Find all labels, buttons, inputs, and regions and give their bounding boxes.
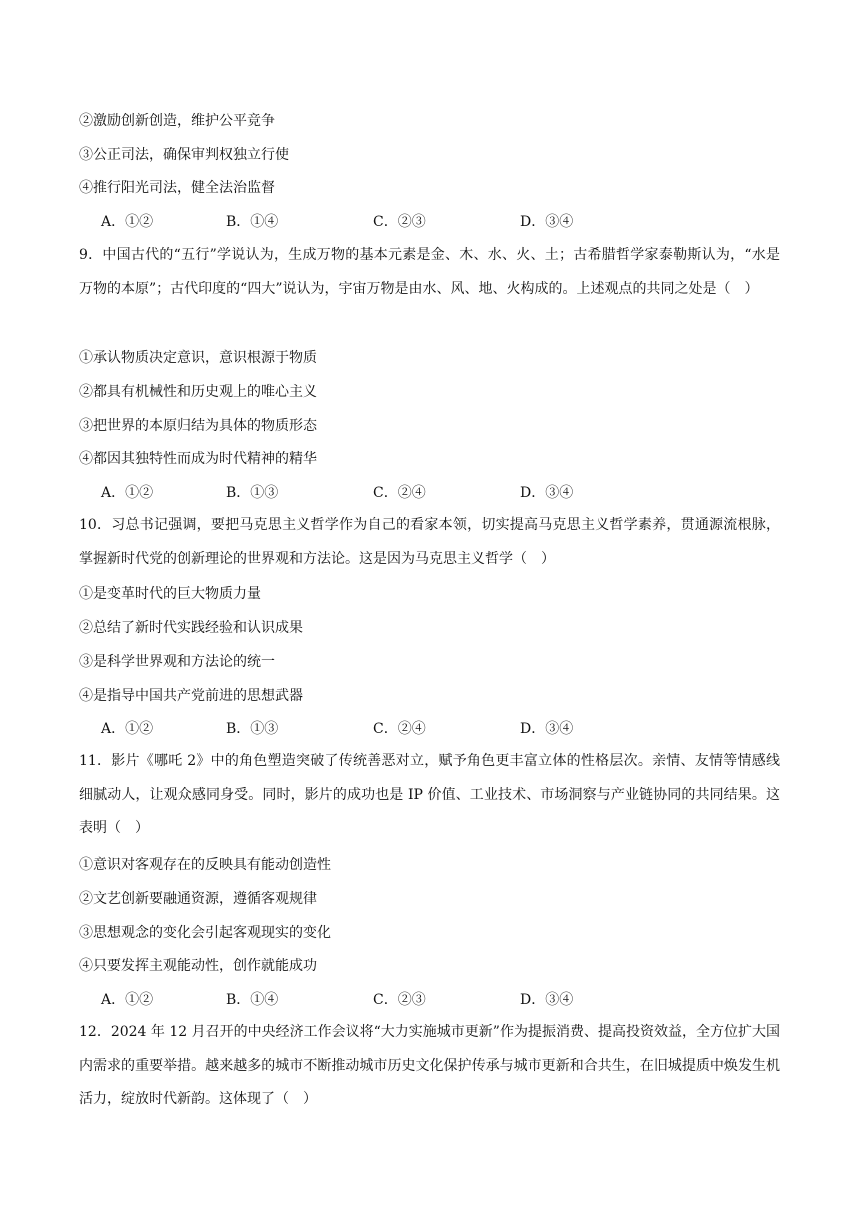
q10-answer-c: C．②④ <box>373 721 426 737</box>
q8-option-4: ④推行阳光司法，健全法治监督 <box>79 180 275 196</box>
q10-option-1: ①是变革时代的巨大物质力量 <box>79 586 261 602</box>
q9-answer-choices <box>101 483 600 503</box>
q12-stem: 12．2024 年 12 月召开的中央经济工作会议将“大力实施城市更新”作为提振消费、提高投资效益，全方位扩大国内需求的重要举措。越来越多的城市不断推动城市历史文化保护传承与城市更新和合共生，在旧城提质中焕发生机活力，绽放时代新韵。这体现了（ ） <box>79 1024 780 1108</box>
q9-answer-d: D．③④ <box>520 485 574 501</box>
q8-answer-d: D．③④ <box>520 214 574 230</box>
q9-option-3: ③把世界的本原归结为具体的物质形态 <box>79 418 317 434</box>
q10-stem: 10．习总书记强调，要把马克思主义哲学作为自己的看家本领，切实提高马克思主义哲学素养，贯通源流根脉，掌握新时代党的创新理论的世界观和方法论。这是因为马克思主义哲学（ ） <box>79 517 780 567</box>
q8-answer-b: B．①④ <box>226 214 279 230</box>
q10-answer-b: B．①③ <box>226 721 279 737</box>
q11-stem: 11．影片《哪吒 2》中的角色塑造突破了传统善恶对立，赋予角色更丰富立体的性格层次。亲情、友情等情感线细腻动人，让观众感同身受。同时，影片的成功也是 IP 价值、工业技术、市场洞察与产业链协同的共同结果。这表明（ ） <box>79 753 780 837</box>
q9-option-4: ④都因其独特性而成为时代精神的精华 <box>79 451 317 467</box>
q9-option-1: ①承认物质决定意识，意识根源于物质 <box>79 350 317 366</box>
q10-answer-choices <box>101 719 600 739</box>
q11-option-1: ①意识对客观存在的反映具有能动创造性 <box>79 857 331 873</box>
q9-answer-b: B．①③ <box>226 485 279 501</box>
q9-option-2: ②都具有机械性和历史观上的唯心主义 <box>79 384 317 400</box>
q11-answer-c: C．②③ <box>373 992 426 1008</box>
q11-answer-b: B．①④ <box>226 992 279 1008</box>
q9-stem: 9．中国古代的“五行”学说认为，生成万物的基本元素是金、木、水、火、土；古希腊哲学家泰勒斯认为，“水是万物的本原”；古代印度的“四大”说认为，宇宙万物是由水、风、地、火构成的。上述观点的共同之处是（ ） <box>79 247 780 297</box>
q8-option-2: ②激励创新创造，维护公平竞争 <box>79 113 275 129</box>
q9-answer-c: C．②④ <box>373 485 426 501</box>
q11-answer-a: A．①② <box>101 992 154 1008</box>
q8-answer-c: C．②③ <box>373 214 426 230</box>
q11-option-3: ③思想观念的变化会引起客观现实的变化 <box>79 925 331 941</box>
q8-option-3: ③公正司法，确保审判权独立行使 <box>79 147 289 163</box>
q9-answer-a: A．①② <box>101 485 154 501</box>
q10-option-4: ④是指导中国共产党前进的思想武器 <box>79 688 303 704</box>
q10-option-3: ③是科学世界观和方法论的统一 <box>79 654 275 670</box>
q8-answer-a: A．①② <box>101 214 154 230</box>
q8-answer-choices <box>101 212 600 232</box>
q11-option-2: ②文艺创新要融通资源，遵循客观规律 <box>79 891 317 907</box>
q11-option-4: ④只要发挥主观能动性，创作就能成功 <box>79 958 317 974</box>
q11-answer-d: D．③④ <box>520 992 574 1008</box>
q10-answer-a: A．①② <box>101 721 154 737</box>
q10-option-2: ②总结了新时代实践经验和认识成果 <box>79 620 303 636</box>
q11-answer-choices <box>101 990 600 1010</box>
q10-answer-d: D．③④ <box>520 721 574 737</box>
